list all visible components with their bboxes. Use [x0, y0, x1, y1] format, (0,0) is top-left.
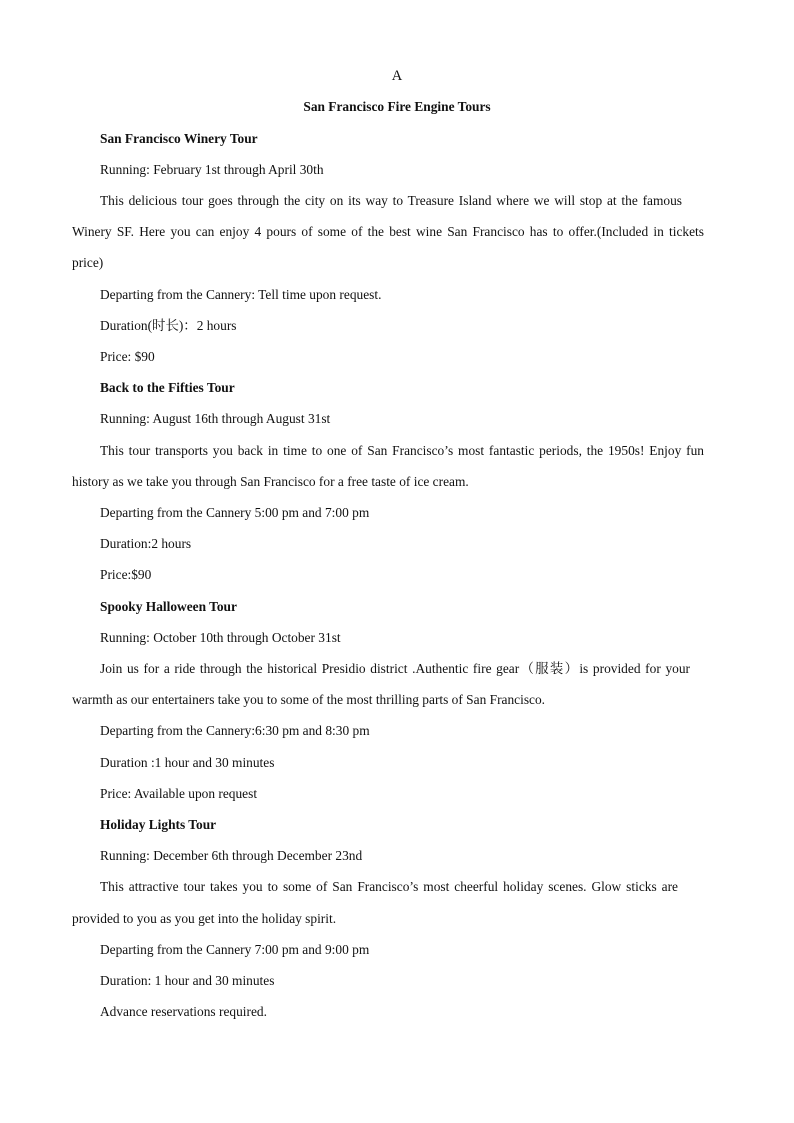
tour-price-winery: Price: $90	[100, 349, 155, 364]
tour-running-fifties: Running: August 16th through August 31st	[100, 411, 331, 426]
tour-description-winery-line3: price)	[72, 255, 104, 270]
tour-price-halloween: Price: Available upon request	[100, 786, 258, 801]
tour-duration-holiday: Duration: 1 hour and 30 minutes	[100, 973, 275, 988]
tour-running-holiday: Running: December 6th through December 23nd	[100, 848, 363, 863]
tour-title-winery: San Francisco Winery Tour	[100, 131, 258, 146]
tour-description-fifties-line2: history as we take you through San Francisco for a free taste of ice cream.	[72, 474, 469, 489]
tour-description-holiday-line1: This attractive tour takes you to some of San Francisco’s most cheerful holiday scenes. Glow sticks are	[100, 879, 678, 894]
tour-description-winery-line2: Winery SF. Here you can enjoy 4 pours of some of the best wine San Francisco has to offer.(Included in tickets	[72, 224, 704, 239]
tour-departing-winery: Departing from the Cannery: Tell time upon request.	[100, 287, 382, 302]
tour-departing-fifties: Departing from the Cannery 5:00 pm and 7:00 pm	[100, 505, 370, 520]
page-title: San Francisco Fire Engine Tours	[303, 99, 491, 114]
tour-description-halloween-line1: Join us for a ride through the historical Presidio district .Authentic fire gear（服装）is provided for your	[100, 661, 690, 676]
tour-description-halloween-line2: warmth as our entertainers take you to some of the most thrilling parts of San Francisco.	[72, 692, 546, 707]
tour-title-holiday: Holiday Lights Tour	[100, 817, 217, 832]
tour-running-winery: Running: February 1st through April 30th	[100, 162, 324, 177]
tour-description-winery-line1: This delicious tour goes through the city on its way to Treasure Island where we will stop at the famous	[100, 193, 682, 208]
tour-price-fifties: Price:$90	[100, 567, 152, 582]
tour-duration-halloween: Duration :1 hour and 30 minutes	[100, 755, 275, 770]
tour-title-halloween: Spooky Halloween Tour	[100, 599, 237, 614]
tour-departing-halloween: Departing from the Cannery:6:30 pm and 8:30 pm	[100, 723, 370, 738]
tour-description-holiday-line2: provided to you as you get into the holiday spirit.	[72, 911, 337, 926]
tour-title-fifties: Back to the Fifties Tour	[100, 380, 235, 395]
tour-duration-fifties: Duration:2 hours	[100, 536, 192, 551]
section-letter: A	[391, 68, 403, 84]
tour-note-holiday: Advance reservations required.	[100, 1004, 267, 1019]
tour-description-fifties-line1: This tour transports you back in time to one of San Francisco’s most fantastic periods, the 1950s! Enjoy fun	[100, 443, 704, 458]
tour-departing-holiday: Departing from the Cannery 7:00 pm and 9:00 pm	[100, 942, 370, 957]
tour-duration-winery: Duration(时长)：2 hours	[100, 318, 237, 333]
tour-running-halloween: Running: October 10th through October 31st	[100, 630, 341, 645]
